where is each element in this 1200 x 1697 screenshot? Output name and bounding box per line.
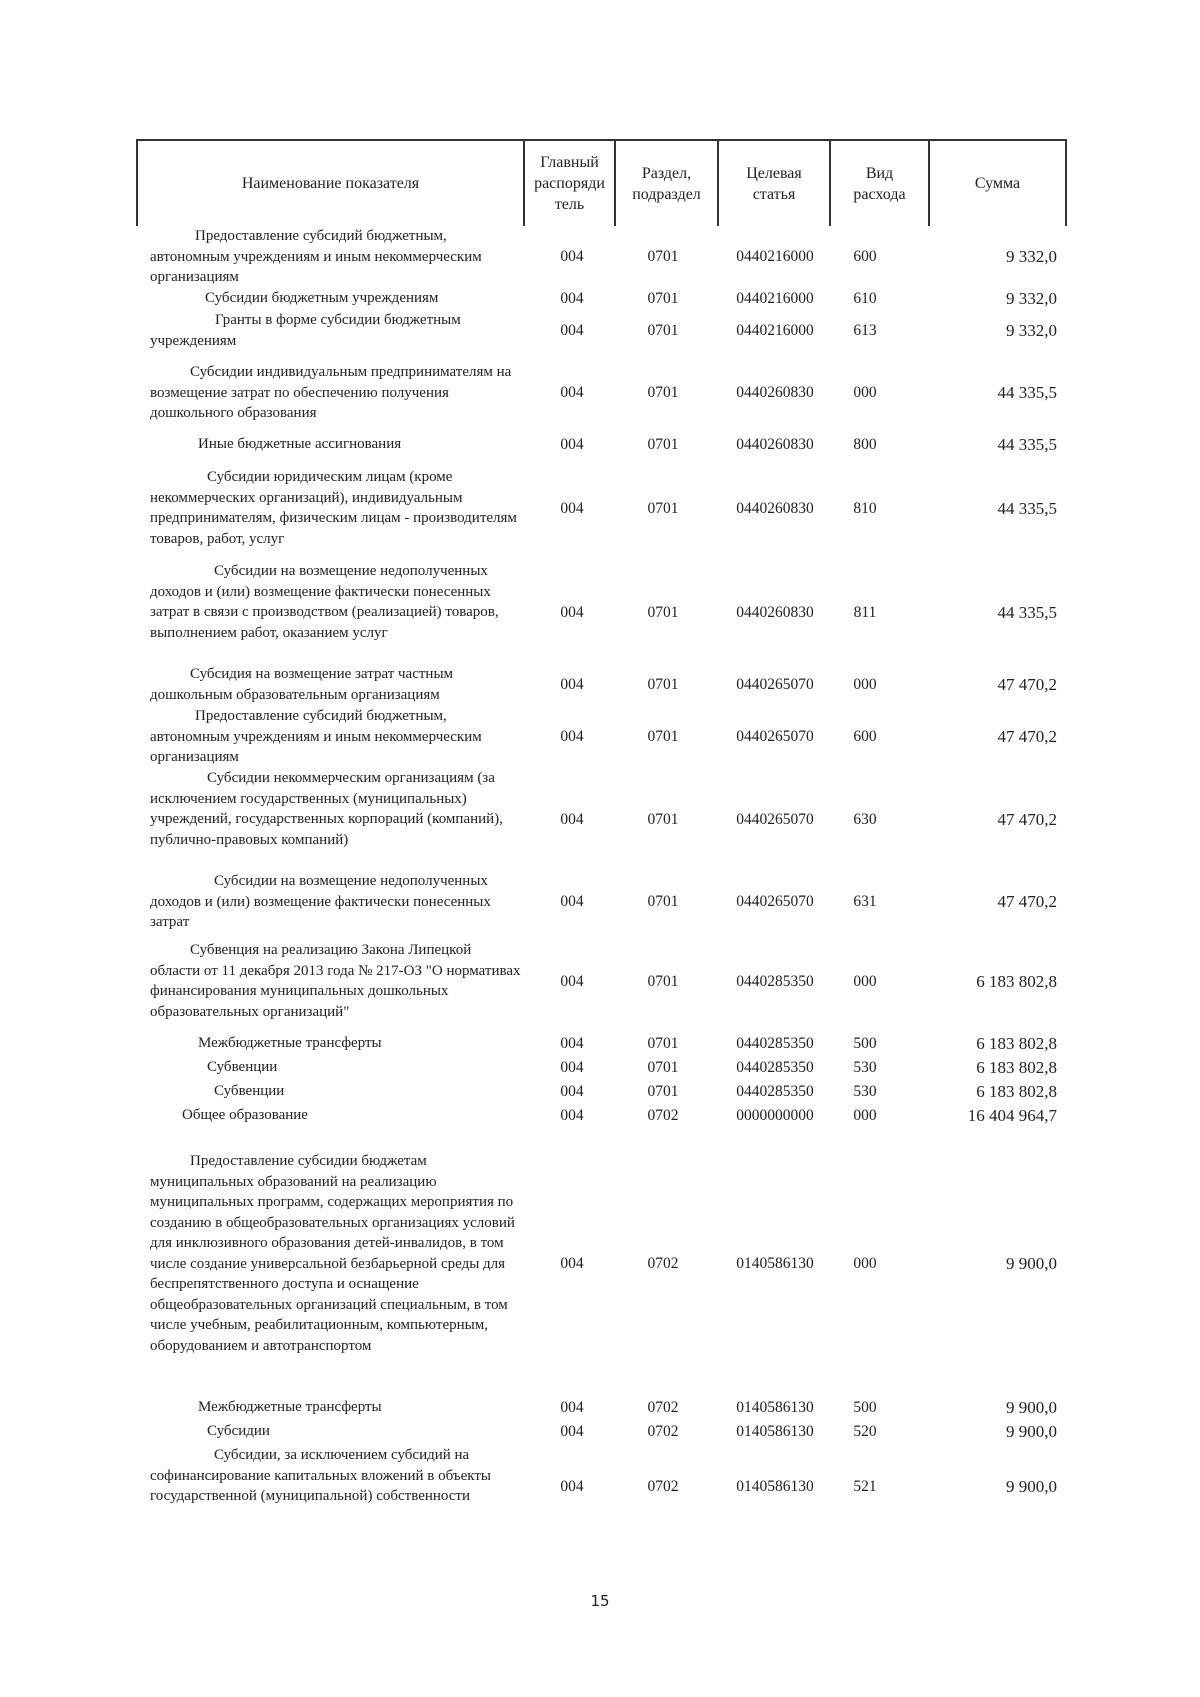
- row-razdel: 0702: [647, 1399, 679, 1416]
- row-grbs: 004: [560, 1477, 584, 1495]
- row-csr: 0440265070: [736, 893, 814, 910]
- row-grbs: 004: [560, 248, 584, 265]
- table-row: [0, 1033, 1200, 1055]
- row-grbs: 004: [560, 290, 584, 307]
- row-name: Субсидии на возмещение недополученных доходов и (или) возмещение фактически понесенных затрат: [150, 873, 491, 930]
- row-sum: 47 470,2: [997, 675, 1057, 694]
- row-razdel: 0701: [647, 1059, 679, 1076]
- row-name: Предоставление субсидий бюджетным, автономным учреждениям и иным некоммерческим организациям: [150, 228, 482, 285]
- table-row: [0, 1081, 1200, 1103]
- row-grbs: 004: [560, 728, 584, 745]
- table-row: [0, 288, 1200, 310]
- table-row: [0, 1057, 1200, 1079]
- row-name: Гранты в форме субсидии бюджетным учреждениям: [150, 312, 461, 349]
- row-name: Межбюджетные трансферты: [198, 1035, 382, 1051]
- row-vr: 811: [853, 603, 877, 621]
- row-vr: 810: [853, 499, 877, 517]
- row-name: Субсидии, за исключением субсидий на софинансирование капитальных вложений в объекты государственной (муниципальной) собственности: [150, 1447, 491, 1504]
- row-sum: 44 335,5: [997, 435, 1057, 454]
- row-vr: 600: [853, 248, 877, 265]
- row-vr: 610: [853, 290, 877, 307]
- row-csr: 0440216000: [736, 322, 814, 339]
- row-csr: 0440260830: [736, 603, 814, 621]
- row-vr: 000: [853, 972, 877, 990]
- table-row: [0, 1445, 1200, 1528]
- row-grbs: 004: [560, 1083, 584, 1100]
- row-razdel: 0701: [647, 728, 679, 745]
- row-razdel: 0701: [647, 436, 679, 453]
- table-row: [0, 434, 1200, 456]
- row-csr: 0140586130: [736, 1423, 814, 1440]
- row-vr: 630: [853, 810, 877, 828]
- row-name: Иные бюджетные ассигнования: [198, 436, 402, 452]
- header-divider: [1065, 141, 1067, 226]
- row-grbs: 004: [560, 384, 584, 401]
- row-grbs: 004: [560, 1423, 584, 1440]
- row-csr: 0440260830: [736, 384, 814, 401]
- row-csr: 0440285350: [736, 1035, 814, 1052]
- row-razdel: 0701: [647, 810, 679, 828]
- row-sum: 16 404 964,7: [967, 1106, 1057, 1125]
- table-row: [0, 310, 1200, 352]
- row-name: Субсидия на возмещение затрат частным дошкольным образовательным организациям: [150, 666, 454, 703]
- row-name: Субвенции: [207, 1059, 278, 1075]
- row-csr: 0440265070: [736, 676, 814, 693]
- row-sum: 47 470,2: [997, 809, 1057, 829]
- row-name: Субсидии: [207, 1423, 270, 1439]
- row-csr: 0440260830: [736, 499, 814, 517]
- row-razdel: 0701: [647, 1083, 679, 1100]
- table-row: [0, 871, 1200, 933]
- row-grbs: 004: [560, 810, 584, 828]
- row-csr: 0440260830: [736, 436, 814, 453]
- row-grbs: 004: [560, 1035, 584, 1052]
- table-row: [0, 226, 1200, 288]
- header-razdel: Раздел, подраздел: [632, 164, 701, 203]
- row-name: Субсидии бюджетным учреждениям: [205, 290, 439, 306]
- row-grbs: 004: [560, 436, 584, 453]
- row-sum: 9 332,0: [1006, 321, 1057, 340]
- row-name: Общее образование: [182, 1107, 308, 1123]
- row-csr: 0440285350: [736, 972, 814, 990]
- row-sum: 9 900,0: [1006, 1422, 1057, 1441]
- row-csr: 0140586130: [736, 1399, 814, 1416]
- header-name: Наименование показателя: [241, 175, 420, 192]
- row-razdel: 0702: [647, 1477, 679, 1495]
- row-vr: 631: [853, 893, 877, 910]
- row-name: Субсидии юридическим лицам (кроме некоммерческих организаций), индивидуальным предпринимателям, физическим лицам - производителям товаров, работ, услуг: [150, 469, 517, 547]
- row-grbs: 004: [560, 676, 584, 693]
- row-csr: 0000000000: [736, 1107, 814, 1124]
- row-name: Субвенция на реализацию Закона Липецкой области от 11 декабря 2013 года № 217-ОЗ "О нормативах финансирования муниципальных дошкольных образовательных организаций": [150, 942, 521, 1020]
- row-sum: 47 470,2: [997, 727, 1057, 746]
- table-row: [0, 467, 1200, 550]
- row-name: Предоставление субсидии бюджетам муниципальных образований на реализацию муниципальных программ, содержащих мероприятия по созданию в общеобразовательных организациях условий для инклюзивного образования детей-инвалидов, в том числе создание универсальной безбарьерной среды для беспрепятственного доступа и оснащение общеобразовательных организаций специальным, в том числе учебным, реабилитационным, компьютерным, оборудованием и автотранспортом: [150, 1153, 515, 1354]
- table-row: [0, 1421, 1200, 1443]
- row-razdel: 0701: [647, 1035, 679, 1052]
- row-sum: 6 183 802,8: [976, 971, 1057, 991]
- row-vr: 521: [853, 1477, 877, 1495]
- table-row: [0, 362, 1200, 424]
- row-grbs: 004: [560, 972, 584, 990]
- row-razdel: 0701: [647, 248, 679, 265]
- row-vr: 800: [853, 436, 877, 453]
- row-sum: 44 335,5: [997, 383, 1057, 402]
- row-sum: 9 900,0: [1006, 1254, 1057, 1273]
- row-razdel: 0701: [647, 290, 679, 307]
- row-vr: 000: [853, 676, 877, 693]
- row-grbs: 004: [560, 499, 584, 517]
- table-row: [0, 706, 1200, 768]
- row-sum: 6 183 802,8: [976, 1082, 1057, 1101]
- row-sum: 44 335,5: [997, 602, 1057, 622]
- row-sum: 9 900,0: [1006, 1398, 1057, 1417]
- row-sum: 9 332,0: [1006, 289, 1057, 308]
- row-sum: 47 470,2: [997, 892, 1057, 911]
- row-razdel: 0702: [647, 1423, 679, 1440]
- row-razdel: 0701: [647, 893, 679, 910]
- row-grbs: 004: [560, 1059, 584, 1076]
- header-csr: Целевая статья: [746, 164, 802, 203]
- row-grbs: 004: [560, 1107, 584, 1124]
- row-grbs: 004: [560, 1399, 584, 1416]
- row-sum: 9 900,0: [1006, 1476, 1057, 1496]
- row-razdel: 0701: [647, 384, 679, 401]
- row-vr: 600: [853, 728, 877, 745]
- row-csr: 0440216000: [736, 248, 814, 265]
- row-csr: 0440265070: [736, 810, 814, 828]
- row-razdel: 0701: [647, 676, 679, 693]
- row-razdel: 0702: [647, 1107, 679, 1124]
- table-row: [0, 664, 1200, 706]
- row-sum: 6 183 802,8: [976, 1058, 1057, 1077]
- row-csr: 0440285350: [736, 1083, 814, 1100]
- row-vr: 520: [853, 1423, 877, 1440]
- row-razdel: 0701: [647, 603, 679, 621]
- table-row: [0, 1105, 1200, 1127]
- row-grbs: 004: [560, 1255, 584, 1272]
- row-grbs: 004: [560, 603, 584, 621]
- row-razdel: 0701: [647, 322, 679, 339]
- header-sum: Сумма: [974, 175, 1021, 192]
- table-header: [136, 139, 1067, 224]
- row-vr: 000: [853, 384, 877, 401]
- row-csr: 0440285350: [736, 1059, 814, 1076]
- row-sum: 6 183 802,8: [976, 1034, 1057, 1053]
- row-csr: 0440216000: [736, 290, 814, 307]
- row-name: Субсидии на возмещение недополученных доходов и (или) возмещение фактически понесенных затрат в связи с производством (реализацией) товаров, выполнением работ, оказанием услуг: [150, 563, 499, 641]
- row-grbs: 004: [560, 893, 584, 910]
- row-name: Субсидии некоммерческим организациям (за исключением государственных (муниципальных) учреждений, государственных корпораций (компаний), публично-правовых компаний): [150, 770, 503, 848]
- row-name: Субвенции: [214, 1083, 285, 1099]
- row-csr: 0140586130: [736, 1477, 814, 1495]
- header-vr: Вид расхода: [853, 164, 906, 203]
- row-csr: 0440265070: [736, 728, 814, 745]
- table-row: [0, 561, 1200, 664]
- row-razdel: 0701: [647, 972, 679, 990]
- row-csr: 0140586130: [736, 1255, 814, 1272]
- table-row: [0, 1397, 1200, 1419]
- row-name: Предоставление субсидий бюджетным, автономным учреждениям и иным некоммерческим организациям: [150, 708, 482, 765]
- row-vr: 500: [853, 1035, 877, 1052]
- row-sum: 9 332,0: [1006, 247, 1057, 266]
- row-name: Межбюджетные трансферты: [198, 1399, 382, 1415]
- row-razdel: 0702: [647, 1255, 679, 1272]
- row-vr: 530: [853, 1083, 877, 1100]
- row-razdel: 0701: [647, 499, 679, 517]
- row-name: Субсидии индивидуальным предпринимателям на возмещение затрат по обеспечению получения дошкольного образования: [150, 364, 512, 421]
- row-vr: 000: [853, 1107, 877, 1124]
- row-grbs: 004: [560, 322, 584, 339]
- page-number: 15: [590, 1592, 610, 1610]
- row-vr: 613: [853, 322, 877, 339]
- header-grbs: Главный распоряди тель: [534, 154, 605, 213]
- table-row: [0, 768, 1200, 871]
- row-vr: 500: [853, 1399, 877, 1416]
- table-row: [0, 1151, 1200, 1377]
- table-row: [0, 940, 1200, 1023]
- row-vr: 530: [853, 1059, 877, 1076]
- row-sum: 44 335,5: [997, 498, 1057, 518]
- row-vr: 000: [853, 1255, 877, 1272]
